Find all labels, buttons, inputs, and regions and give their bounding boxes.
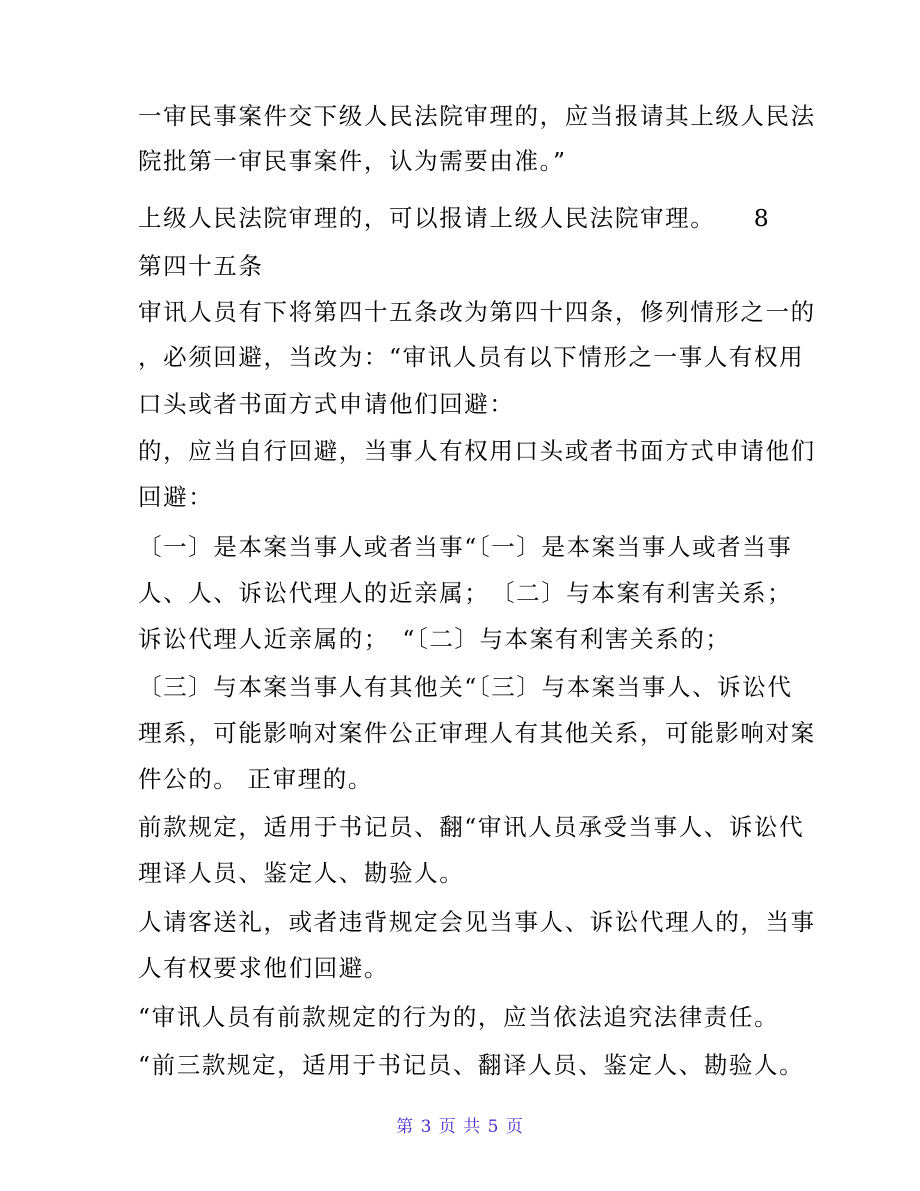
- text-line-18: 人请客送礼，或者违背规定会见当事人、诉讼代理人的，当事: [138, 908, 816, 936]
- text-line-16: 前款规定，适用于书记员、翻“审讯人员承受当事人、诉讼代: [138, 813, 805, 841]
- text-line-14: 理系，可能影响对案件公正审理人有其他关系，可能影响对案: [138, 719, 816, 747]
- text-line-20: “审讯人员有前款规定的行为的，应当依法追究法律责任。: [138, 1003, 780, 1031]
- text-line-10: 〔一〕是本案当事人或者当事“〔一〕是本案当事人或者当事: [138, 533, 793, 561]
- text-line-1: 一审民事案件交下级人民法院审理的，应当报请其上级人民法: [138, 102, 816, 130]
- text-line-4: 第四十五条: [138, 252, 264, 280]
- text-line-6: ，必须回避，当改为：“审讯人员有以下情形之一事人有权用: [138, 343, 805, 371]
- text-line-3: 上级人民法院审理的，可以报请上级人民法院审理。 8: [138, 204, 771, 232]
- text-line-21: “前三款规定，适用于书记员、翻译人员、鉴定人、勘验人。: [138, 1051, 805, 1079]
- page-number-footer: 第 3 页 共 5 页: [396, 1117, 524, 1137]
- text-line-17: 理译人员、鉴定人、勘验人。: [138, 859, 465, 887]
- text-line-9: 回避：: [138, 483, 214, 511]
- text-line-8: 的，应当自行回避，当事人有权用口头或者书面方式申请他们: [138, 437, 816, 465]
- text-line-2: 院批第一审民事案件，认为需要由准。”: [138, 147, 567, 175]
- text-line-15: 件公的。 正审理的。: [138, 765, 373, 793]
- text-line-5: 审讯人员有下将第四十五条改为第四十四条，修列情形之一的: [138, 298, 816, 326]
- text-line-12: 诉讼代理人近亲属的； “〔二〕与本案有利害关系的；: [138, 625, 731, 653]
- text-line-19: 人有权要求他们回避。: [138, 954, 389, 982]
- text-line-7: 口头或者书面方式申请他们回避：: [138, 390, 515, 418]
- text-line-13: 〔三〕与本案当事人有其他关“〔三〕与本案当事人、诉讼代: [138, 673, 793, 701]
- text-line-11: 人、人、诉讼代理人的近亲属； 〔二〕与本案有利害关系；: [138, 579, 793, 607]
